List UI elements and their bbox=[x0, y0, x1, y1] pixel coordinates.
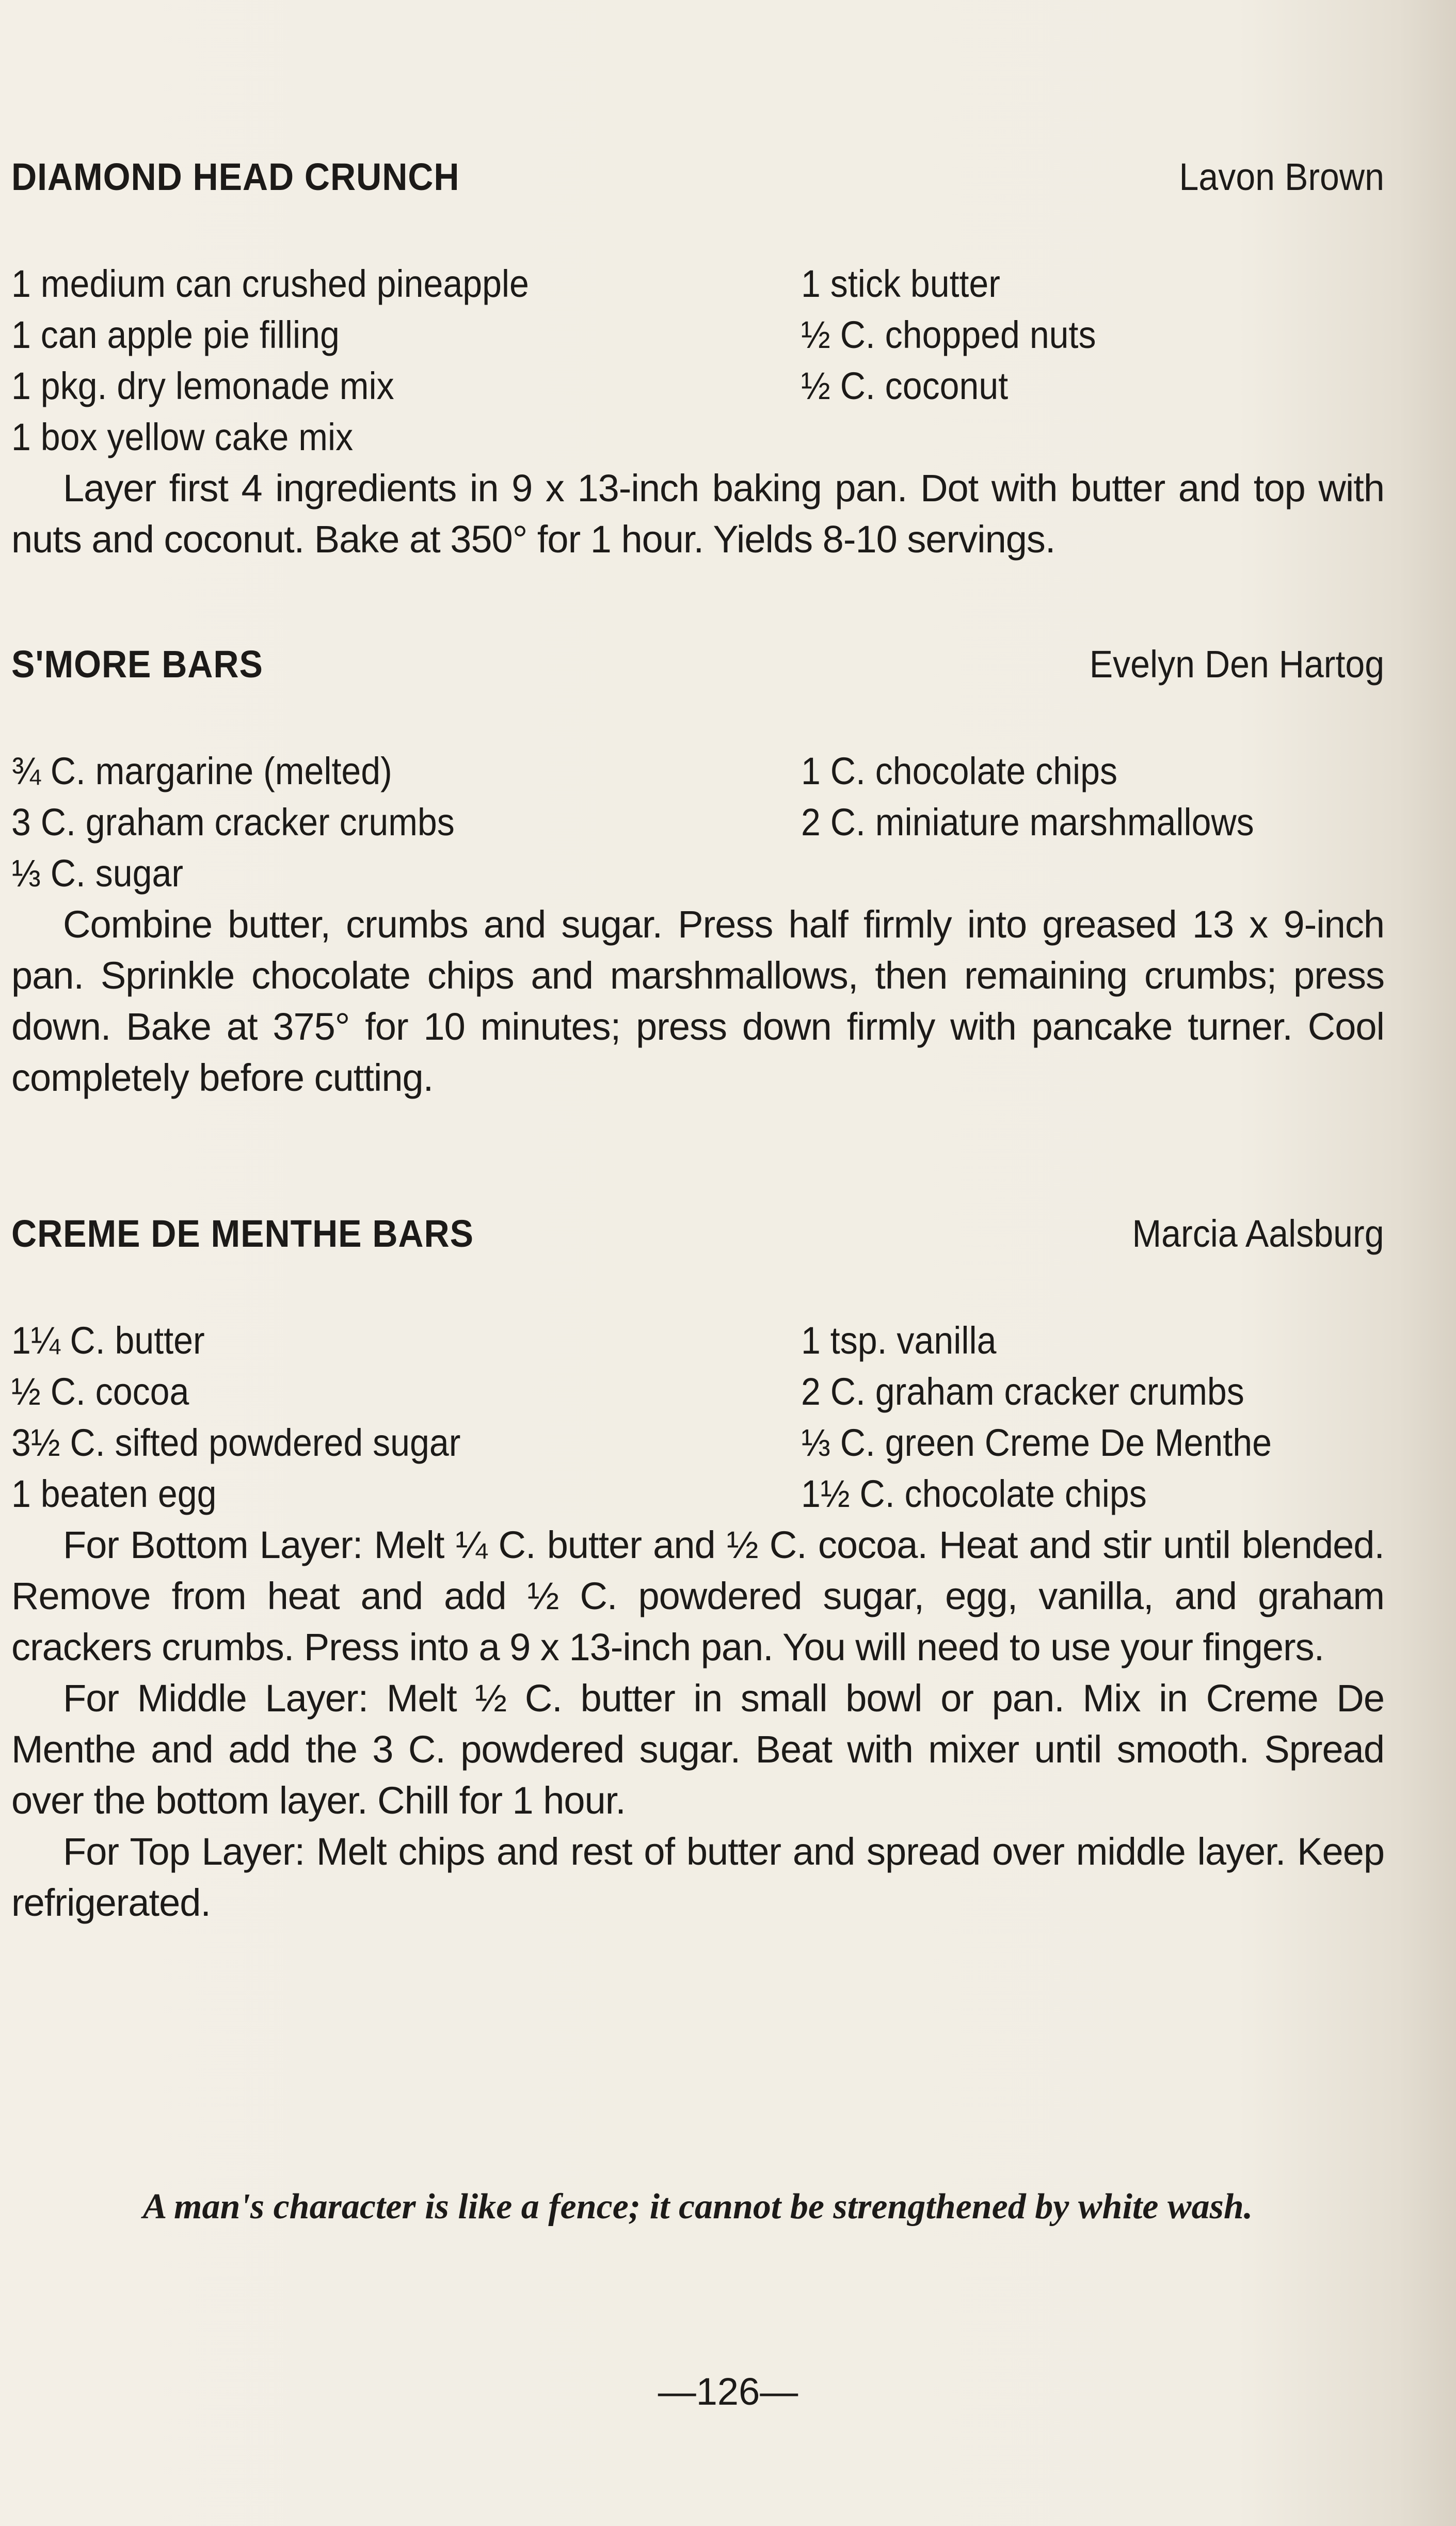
ingredient: 2 C. miniature marshmallows bbox=[801, 801, 1254, 844]
ingredient: 1¼ C. butter bbox=[11, 1319, 205, 1362]
recipe-header bbox=[11, 642, 1384, 699]
recipe-header bbox=[11, 1212, 1384, 1268]
ingredient: 1½ C. chocolate chips bbox=[801, 1472, 1147, 1515]
ingredients-list bbox=[11, 1315, 1384, 1519]
recipe-directions-bottom-layer: For Bottom Layer: Melt ¼ C. butter and ½ C. cocoa. Heat and stir until blended. Remove from heat and add ½ C. powdered sugar, egg, vanilla, and graham crackers crumbs. Press into a 9 x 13-inch pan. You will need to use your fingers. bbox=[11, 1523, 1384, 1669]
ingredient: ¾ C. margarine (melted) bbox=[11, 750, 392, 792]
recipe-title: DIAMOND HEAD CRUNCH bbox=[11, 155, 460, 198]
page-number: —126— bbox=[658, 2370, 798, 2413]
recipe-smore-bars bbox=[11, 642, 1384, 1103]
ingredients-list bbox=[11, 258, 1384, 463]
ingredient: 1 C. chocolate chips bbox=[801, 750, 1118, 792]
ingredients-list bbox=[11, 745, 1384, 899]
recipe-directions-middle-layer: For Middle Layer: Melt ½ C. butter in small bowl or pan. Mix in Creme De Menthe and add the 3 C. powdered sugar. Beat with mixer until smooth. Spread over the bottom layer. Chill for 1 hour. bbox=[11, 1677, 1384, 1822]
ingredients-left-column bbox=[11, 258, 801, 463]
ingredient: ½ C. cocoa bbox=[11, 1370, 189, 1413]
ingredient: 1 stick butter bbox=[801, 262, 1000, 305]
ingredient: ½ C. coconut bbox=[801, 364, 1009, 407]
recipe-author: Marcia Aalsburg bbox=[1132, 1212, 1384, 1255]
recipe-directions-top-layer: For Top Layer: Melt chips and rest of butter and spread over middle layer. Keep refrigerated. bbox=[11, 1830, 1384, 1924]
recipe-directions: Layer first 4 ingredients in 9 x 13-inch baking pan. Dot with butter and top with nuts and coconut. Bake at 350° for 1 hour. Yields 8-10 servings. bbox=[11, 467, 1384, 561]
filler-quote: A man's character is like a fence; it cannot be strengthened by white wash. bbox=[142, 2187, 1253, 2227]
ingredient: ⅓ C. green Creme De Menthe bbox=[801, 1421, 1272, 1464]
recipe-directions: Combine butter, crumbs and sugar. Press half firmly into greased 13 x 9-inch pan. Sprinkle chocolate chips and marshmallows, then remaining crumbs; press down. Bake at 375° for 10 minutes; press down firmly with pancake turner. Cool completely before cutting. bbox=[11, 903, 1384, 1099]
recipe-author: Evelyn Den Hartog bbox=[1089, 643, 1384, 686]
ingredient: 1 box yellow cake mix bbox=[11, 416, 354, 458]
ingredient: 3 C. graham cracker crumbs bbox=[11, 801, 455, 844]
recipe-title: S'MORE BARS bbox=[11, 643, 263, 686]
ingredients-left-column bbox=[11, 1315, 801, 1519]
ingredients-right-column bbox=[801, 745, 1384, 899]
ingredient: 2 C. graham cracker crumbs bbox=[801, 1370, 1244, 1413]
ingredient: 1 medium can crushed pineapple bbox=[11, 262, 529, 305]
ingredient: 1 pkg. dry lemonade mix bbox=[11, 364, 394, 407]
ingredients-right-column bbox=[801, 1315, 1384, 1519]
recipe-creme-de-menthe-bars bbox=[11, 1212, 1384, 1928]
recipe-author: Lavon Brown bbox=[1179, 155, 1384, 198]
ingredient: 1 can apple pie filling bbox=[11, 313, 340, 356]
ingredient: 1 beaten egg bbox=[11, 1472, 217, 1515]
recipe-title: CREME DE MENTHE BARS bbox=[11, 1212, 474, 1255]
ingredients-right-column bbox=[801, 258, 1384, 463]
ingredients-left-column bbox=[11, 745, 801, 899]
ingredient: 3½ C. sifted powdered sugar bbox=[11, 1421, 461, 1464]
recipe-header bbox=[11, 155, 1384, 212]
ingredient: 1 tsp. vanilla bbox=[801, 1319, 997, 1362]
ingredient: ⅓ C. sugar bbox=[11, 852, 183, 895]
recipe-diamond-head-crunch bbox=[11, 155, 1384, 565]
page-content bbox=[11, 155, 1384, 1928]
ingredient: ½ C. chopped nuts bbox=[801, 313, 1096, 356]
